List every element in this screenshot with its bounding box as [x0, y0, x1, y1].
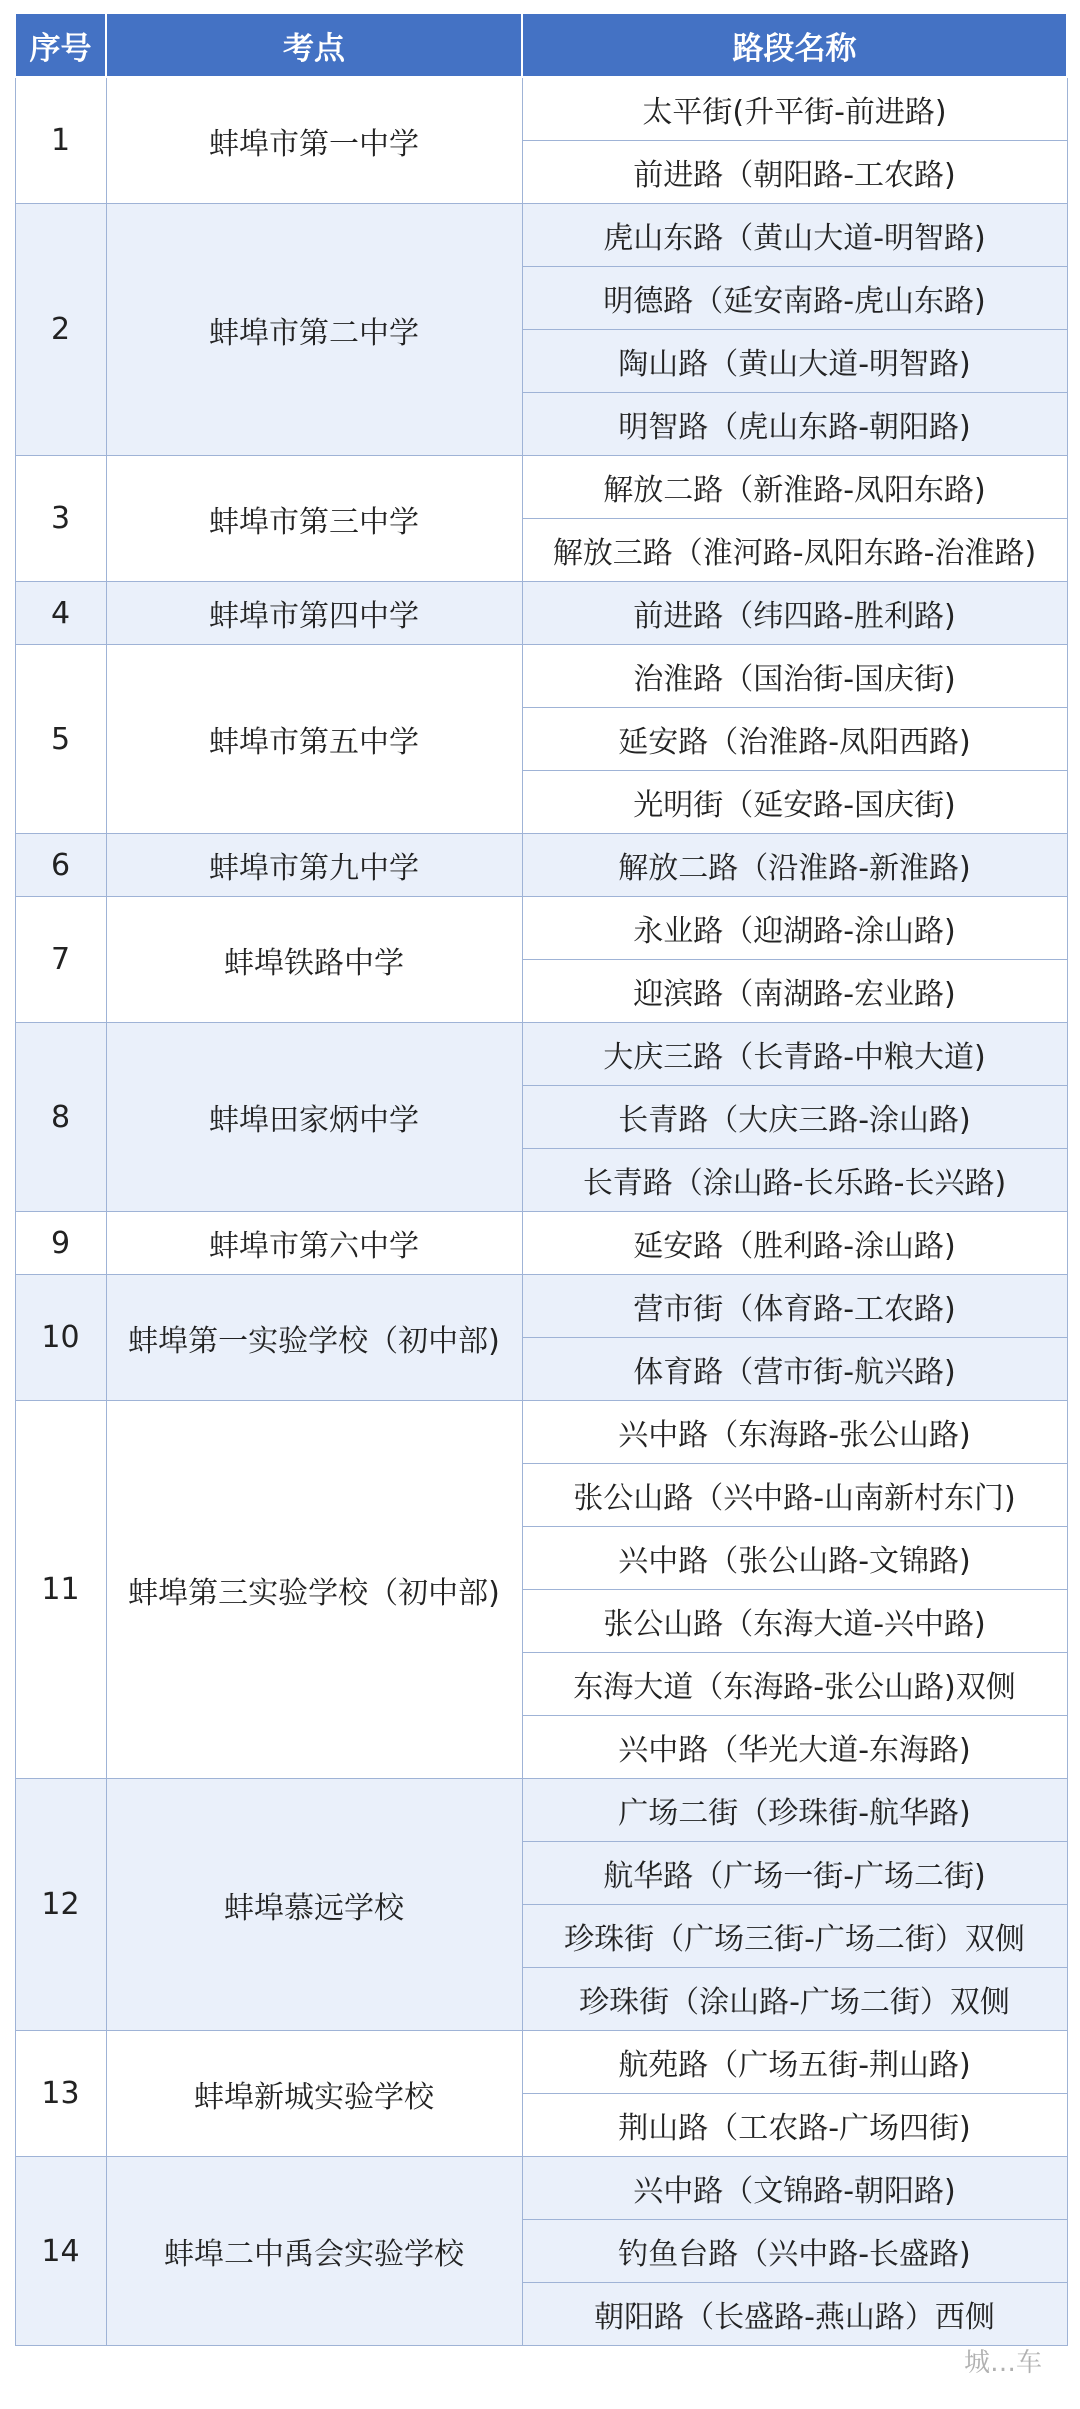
- road-section-cell: 珍珠街（广场三街-广场二街）双侧: [522, 1905, 1067, 1968]
- road-section-cell: 荆山路（工农路-广场四街): [522, 2094, 1067, 2157]
- exam-site-cell: 蚌埠田家炳中学: [106, 1023, 522, 1212]
- table-row: [15, 2157, 1067, 2220]
- road-section-cell: 张公山路（东海大道-兴中路): [522, 1590, 1067, 1653]
- road-section-cell: 体育路（营市街-航兴路): [522, 1338, 1067, 1401]
- table-row: [15, 1779, 1067, 1842]
- road-section-cell: 解放二路（新淮路-凤阳东路): [522, 456, 1067, 519]
- road-section-cell: 迎滨路（南湖路-宏业路): [522, 960, 1067, 1023]
- road-section-cell: 解放二路（沿淮路-新淮路): [522, 834, 1067, 897]
- table-row: [15, 1023, 1067, 1086]
- exam-site-cell: 蚌埠第一实验学校（初中部): [106, 1275, 522, 1401]
- table-row: [15, 582, 1067, 645]
- road-section-cell: 明智路（虎山东路-朝阳路): [522, 393, 1067, 456]
- road-section-cell: 张公山路（兴中路-山南新村东门): [522, 1464, 1067, 1527]
- table-row: [15, 645, 1067, 708]
- row-index-cell: 7: [15, 897, 106, 1023]
- row-index-cell: 1: [15, 77, 106, 204]
- table-row: [15, 834, 1067, 897]
- header-exam-site: 考点: [106, 13, 522, 77]
- exam-site-cell: 蚌埠第三实验学校（初中部): [106, 1401, 522, 1779]
- road-section-cell: 明德路（延安南路-虎山东路): [522, 267, 1067, 330]
- road-section-cell: 解放三路（淮河路-凤阳东路-治淮路): [522, 519, 1067, 582]
- table-header-row: [15, 13, 1067, 77]
- table-row: [15, 1212, 1067, 1275]
- exam-site-cell: 蚌埠市第三中学: [106, 456, 522, 582]
- exam-site-cell: 蚌埠市第四中学: [106, 582, 522, 645]
- exam-site-cell: 蚌埠铁路中学: [106, 897, 522, 1023]
- road-section-cell: 兴中路（东海路-张公山路): [522, 1401, 1067, 1464]
- road-section-cell: 光明街（延安路-国庆街): [522, 771, 1067, 834]
- table-row: [15, 1275, 1067, 1338]
- row-index-cell: 12: [15, 1779, 106, 2031]
- road-section-cell: 延安路（胜利路-涂山路): [522, 1212, 1067, 1275]
- road-section-cell: 航华路（广场一街-广场二街): [522, 1842, 1067, 1905]
- road-section-cell: 永业路（迎湖路-涂山路): [522, 897, 1067, 960]
- exam-site-cell: 蚌埠市第五中学: [106, 645, 522, 834]
- table-row: [15, 1401, 1067, 1464]
- road-section-cell: 虎山东路（黄山大道-明智路): [522, 204, 1067, 267]
- row-index-cell: 9: [15, 1212, 106, 1275]
- table-row: [15, 897, 1067, 960]
- row-index-cell: 5: [15, 645, 106, 834]
- header-index: 序号: [15, 13, 106, 77]
- exam-site-cell: 蚌埠市第一中学: [106, 77, 522, 204]
- row-index-cell: 13: [15, 2031, 106, 2157]
- watermark: 城…车: [963, 2348, 1042, 2378]
- row-index-cell: 3: [15, 456, 106, 582]
- road-section-cell: 大庆三路（长青路-中粮大道): [522, 1023, 1067, 1086]
- road-section-cell: 兴中路（张公山路-文锦路): [522, 1527, 1067, 1590]
- road-section-cell: 珍珠街（涂山路-广场二街）双侧: [522, 1968, 1067, 2031]
- row-index-cell: 2: [15, 204, 106, 456]
- road-section-cell: 朝阳路（长盛路-燕山路）西侧: [522, 2283, 1067, 2346]
- road-section-cell: 长青路（涂山路-长乐路-长兴路): [522, 1149, 1067, 1212]
- row-index-cell: 6: [15, 834, 106, 897]
- road-section-cell: 营市街（体育路-工农路): [522, 1275, 1067, 1338]
- row-index-cell: 10: [15, 1275, 106, 1401]
- road-section-cell: 广场二街（珍珠街-航华路): [522, 1779, 1067, 1842]
- exam-site-cell: 蚌埠新城实验学校: [106, 2031, 522, 2157]
- road-section-cell: 前进路（朝阳路-工农路): [522, 141, 1067, 204]
- exam-site-cell: 蚌埠慕远学校: [106, 1779, 522, 2031]
- row-index-cell: 14: [15, 2157, 106, 2346]
- road-section-cell: 航苑路（广场五街-荆山路): [522, 2031, 1067, 2094]
- road-section-cell: 兴中路（文锦路-朝阳路): [522, 2157, 1067, 2220]
- table-row: [15, 77, 1067, 141]
- row-index-cell: 8: [15, 1023, 106, 1212]
- row-index-cell: 11: [15, 1401, 106, 1779]
- header-road-section: 路段名称: [522, 13, 1067, 77]
- table-row: [15, 2031, 1067, 2094]
- road-section-cell: 陶山路（黄山大道-明智路): [522, 330, 1067, 393]
- road-section-cell: 延安路（治淮路-凤阳西路): [522, 708, 1067, 771]
- road-section-cell: 太平街(升平街-前进路): [522, 77, 1067, 141]
- exam-site-cell: 蚌埠市第二中学: [106, 204, 522, 456]
- exam-site-cell: 蚌埠市第九中学: [106, 834, 522, 897]
- road-section-cell: 长青路（大庆三路-涂山路): [522, 1086, 1067, 1149]
- table-row: [15, 456, 1067, 519]
- road-section-cell: 兴中路（华光大道-东海路): [522, 1716, 1067, 1779]
- exam-site-cell: 蚌埠市第六中学: [106, 1212, 522, 1275]
- road-section-cell: 前进路（纬四路-胜利路): [522, 582, 1067, 645]
- road-section-cell: 东海大道（东海路-张公山路)双侧: [522, 1653, 1067, 1716]
- road-section-cell: 钓鱼台路（兴中路-长盛路): [522, 2220, 1067, 2283]
- road-closure-table: [14, 12, 1068, 2346]
- exam-site-cell: 蚌埠二中禹会实验学校: [106, 2157, 522, 2346]
- road-section-cell: 治淮路（国治街-国庆街): [522, 645, 1067, 708]
- table-row: [15, 204, 1067, 267]
- row-index-cell: 4: [15, 582, 106, 645]
